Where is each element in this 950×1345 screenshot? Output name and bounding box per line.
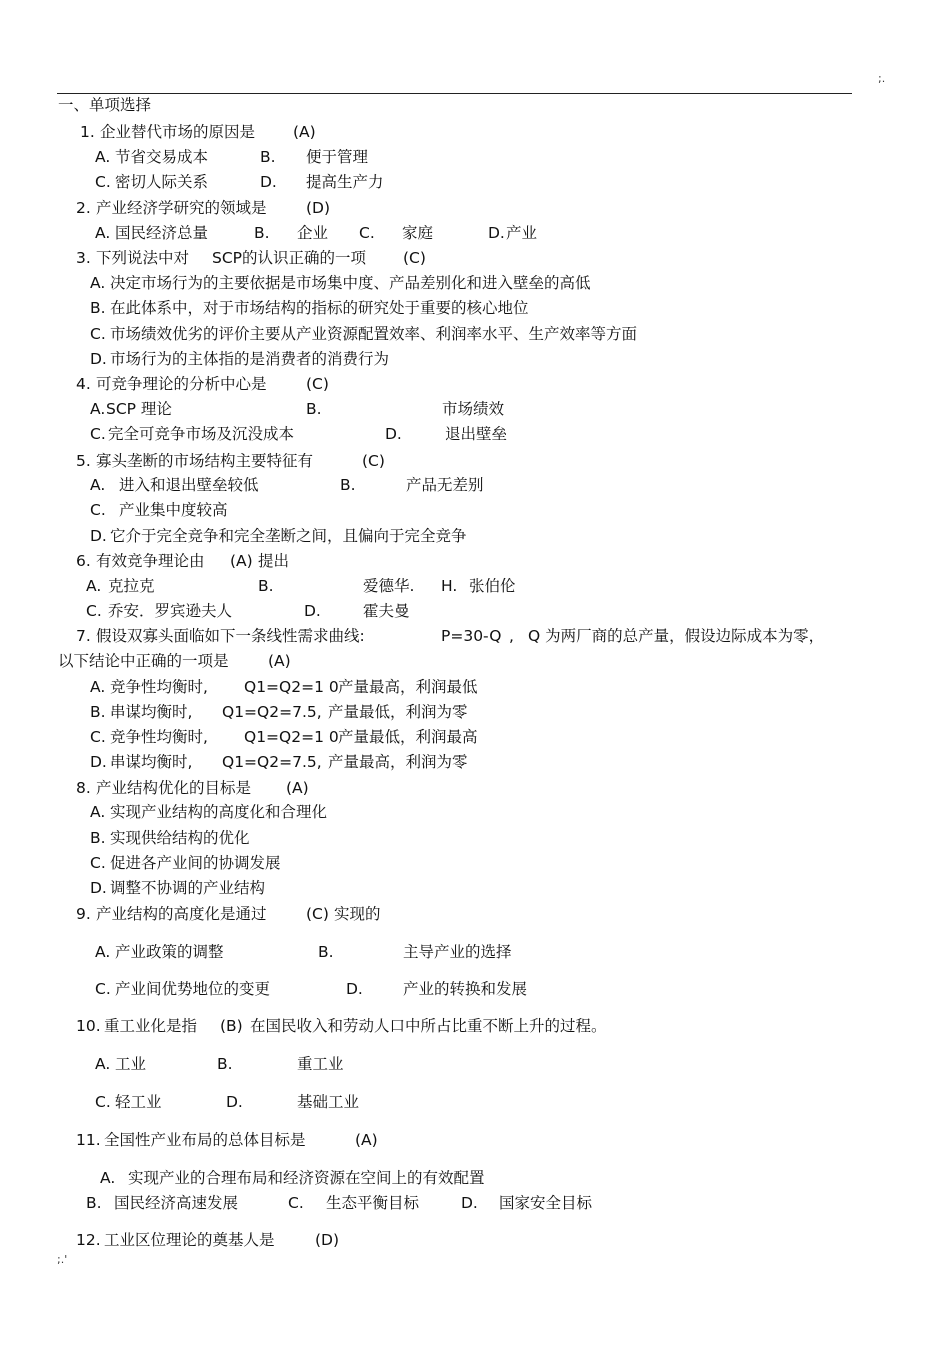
option-letter: A. (95, 148, 111, 166)
option-letter: D. (90, 753, 107, 771)
option-text: 完全可竞争市场及沉没成本 (108, 425, 295, 443)
option-text: 轻工业 (115, 1093, 162, 1111)
question-text: 有效竞争理论由 (96, 552, 205, 570)
question-text: 下列说法中对 (96, 249, 190, 267)
question-text: 以下结论中正确的一项是 (58, 652, 229, 670)
answer-key: (A) (293, 123, 316, 141)
option-letter: A. (90, 274, 106, 292)
option-text: 产业间优势地位的变更 (115, 980, 271, 998)
option-text: 产业的转换和发展 (403, 980, 528, 998)
option-letter: A. (95, 224, 111, 242)
question-text: 重工业化是指 (104, 1017, 198, 1035)
option-text: 实现产业的合理布局和经济资源在空间上的有效配置 (128, 1169, 485, 1187)
option-text: 生态平衡目标 (326, 1194, 420, 1212)
question-number: 3. (76, 249, 91, 267)
question-number: 12. (76, 1231, 101, 1249)
option-text: 重工业 (297, 1055, 344, 1073)
option-letter: A. (90, 400, 106, 418)
option-text: 乔安．罗宾逊夫人 (108, 602, 233, 620)
option-letter: C. (95, 1093, 111, 1111)
option-text: 提高生产力 (306, 173, 384, 191)
option-letter: D. (90, 879, 107, 897)
option-letter: B. (260, 148, 276, 166)
question-text: 假设双寡头面临如下一条线性需求曲线: (96, 627, 365, 645)
option-letter: C. (288, 1194, 304, 1212)
option-letter: B. (217, 1055, 233, 1073)
option-letter: C. (90, 501, 106, 519)
option-letter: C. (90, 854, 106, 872)
option-text: SCP 理论 (106, 400, 172, 418)
option-text: 国民经济高速发展 (114, 1194, 239, 1212)
answer-key: (C) (306, 905, 329, 923)
option-text: 企业 (297, 224, 329, 242)
question-number: 7. (76, 627, 91, 645)
question-number: 11. (76, 1131, 101, 1149)
section-title: 一、单项选择 (58, 96, 152, 114)
option-letter: D. (488, 224, 505, 242)
option-text: 家庭 (402, 224, 434, 242)
question-text: 提出 (258, 552, 290, 570)
option-letter: B. (90, 829, 106, 847)
option-letter: A. (95, 943, 111, 961)
option-text: 产量最低，利润最高 (338, 728, 478, 746)
option-text: 决定市场行为的主要依据是市场集中度、产品差别化和进入壁垒的高低 (110, 274, 591, 292)
option-letter: D. (346, 980, 363, 998)
option-letter: B. (254, 224, 270, 242)
option-text: 实现产业结构的高度化和合理化 (110, 803, 328, 821)
option-text: 基础工业 (297, 1093, 360, 1111)
question-text: P=30-Q (441, 627, 502, 645)
option-text: 竞争性均衡时, (110, 728, 208, 746)
question-text: , (509, 627, 514, 645)
answer-key: (C) (403, 249, 426, 267)
option-letter: B. (306, 400, 322, 418)
answer-key: (C) (362, 452, 385, 470)
option-text: 产业集中度较高 (119, 501, 228, 519)
option-text: 产量最高，利润最低 (338, 678, 478, 696)
option-text: 进入和退出壁垒较低 (119, 476, 259, 494)
question-number: 6. (76, 552, 91, 570)
option-letter: B. (86, 1194, 102, 1212)
question-number: 8. (76, 779, 91, 797)
answer-key: (A) (268, 652, 291, 670)
option-text: 串谋均衡时, (110, 703, 193, 721)
option-letter: C. (86, 602, 102, 620)
option-text: 它介于完全竞争和完全垄断之间，且偏向于完全竞争 (110, 527, 467, 545)
option-text: 促进各产业间的协调发展 (110, 854, 281, 872)
option-text: 竞争性均衡时, (110, 678, 208, 696)
option-text: 市场绩效优劣的评价主要从产业资源配置效率、利润率水平、生产效率等方面 (110, 325, 638, 343)
question-text: 全国性产业布局的总体目标是 (104, 1131, 306, 1149)
option-formula: Q1=Q2=1 0 (244, 678, 339, 696)
option-text: 便于管理 (306, 148, 369, 166)
option-text: 爱德华. (363, 577, 415, 595)
question-text: 产业结构的高度化是通过 (96, 905, 267, 923)
option-letter: C. (95, 173, 111, 191)
header-rule (57, 93, 852, 94)
option-letter: D. (226, 1093, 243, 1111)
option-letter: D. (260, 173, 277, 191)
option-formula: Q1=Q2=7.5, (222, 703, 322, 721)
option-text: 产量最高，利润为零 (328, 753, 468, 771)
option-letter: A. (90, 678, 106, 696)
question-text: 实现的 (334, 905, 381, 923)
option-text: 克拉克 (108, 577, 155, 595)
option-letter: D. (90, 350, 107, 368)
question-text: Q 为两厂商的总产量，假设边际成本为零， (528, 627, 825, 645)
option-letter: D. (461, 1194, 478, 1212)
option-text: 产量最低，利润为零 (328, 703, 468, 721)
option-letter: C. (359, 224, 375, 242)
question-number: 9. (76, 905, 91, 923)
option-formula: Q1=Q2=7.5, (222, 753, 322, 771)
question-text: 企业替代市场的原因是 (100, 123, 256, 141)
option-text: 产品无差别 (406, 476, 484, 494)
question-number: 5. (76, 452, 91, 470)
option-text: 调整不协调的产业结构 (110, 879, 266, 897)
footer-mark: ;.' (57, 1253, 68, 1266)
option-letter: B. (340, 476, 356, 494)
option-text: 节省交易成本 (115, 148, 209, 166)
answer-key: (D) (306, 199, 331, 217)
question-number: 10. (76, 1017, 101, 1035)
option-text: 产业 (506, 224, 538, 242)
option-text: 国民经济总量 (115, 224, 209, 242)
option-text: 串谋均衡时, (110, 753, 193, 771)
option-text: 张伯伦 (469, 577, 516, 595)
option-letter: D. (385, 425, 402, 443)
option-letter: D. (304, 602, 321, 620)
answer-key: (C) (306, 375, 329, 393)
question-text: 工业区位理论的奠基人是 (104, 1231, 275, 1249)
option-text: 退出壁垒 (445, 425, 508, 443)
option-text: 市场行为的主体指的是消费者的消费行为 (110, 350, 390, 368)
question-text: 产业结构优化的目标是 (96, 779, 252, 797)
option-text: 实现供给结构的优化 (110, 829, 250, 847)
option-letter: B. (90, 703, 106, 721)
option-letter: H. (441, 577, 458, 595)
option-letter: B. (258, 577, 274, 595)
option-text: 工业 (115, 1055, 147, 1073)
option-letter: C. (90, 728, 106, 746)
option-letter: A. (86, 577, 102, 595)
option-letter: B. (318, 943, 334, 961)
answer-key: (A) (355, 1131, 378, 1149)
question-text: SCP的认识正确的一项 (212, 249, 367, 267)
option-text: 主导产业的选择 (403, 943, 512, 961)
answer-key: (D) (315, 1231, 340, 1249)
answer-key: (A) (286, 779, 309, 797)
question-text: 产业经济学研究的领域是 (96, 199, 267, 217)
question-text: 可竞争理论的分析中心是 (96, 375, 267, 393)
option-letter: C. (90, 425, 106, 443)
option-letter: A. (90, 803, 106, 821)
question-text: 寡头垄断的市场结构主要特征有 (96, 452, 314, 470)
header-mark: ;. (878, 72, 886, 85)
option-letter: A. (95, 1055, 111, 1073)
question-text: 在国民收入和劳动人口中所占比重不断上升的过程。 (250, 1017, 607, 1035)
option-text: 在此体系中，对于市场结构的指标的研究处于重要的核心地位 (110, 299, 529, 317)
option-letter: C. (90, 325, 106, 343)
option-text: 霍夫曼 (363, 602, 410, 620)
option-text: 国家安全目标 (499, 1194, 593, 1212)
option-text: 产业政策的调整 (115, 943, 224, 961)
option-text: 密切人际关系 (115, 173, 209, 191)
option-formula: Q1=Q2=1 0 (244, 728, 339, 746)
question-number: 1. (80, 123, 95, 141)
option-letter: D. (90, 527, 107, 545)
option-letter: A. (100, 1169, 116, 1187)
option-text: 市场绩效 (442, 400, 505, 418)
question-number: 4. (76, 375, 91, 393)
option-letter: C. (95, 980, 111, 998)
question-number: 2. (76, 199, 91, 217)
answer-key: (A) (230, 552, 253, 570)
option-letter: A. (90, 476, 106, 494)
option-letter: B. (90, 299, 106, 317)
answer-key: (B) (220, 1017, 243, 1035)
